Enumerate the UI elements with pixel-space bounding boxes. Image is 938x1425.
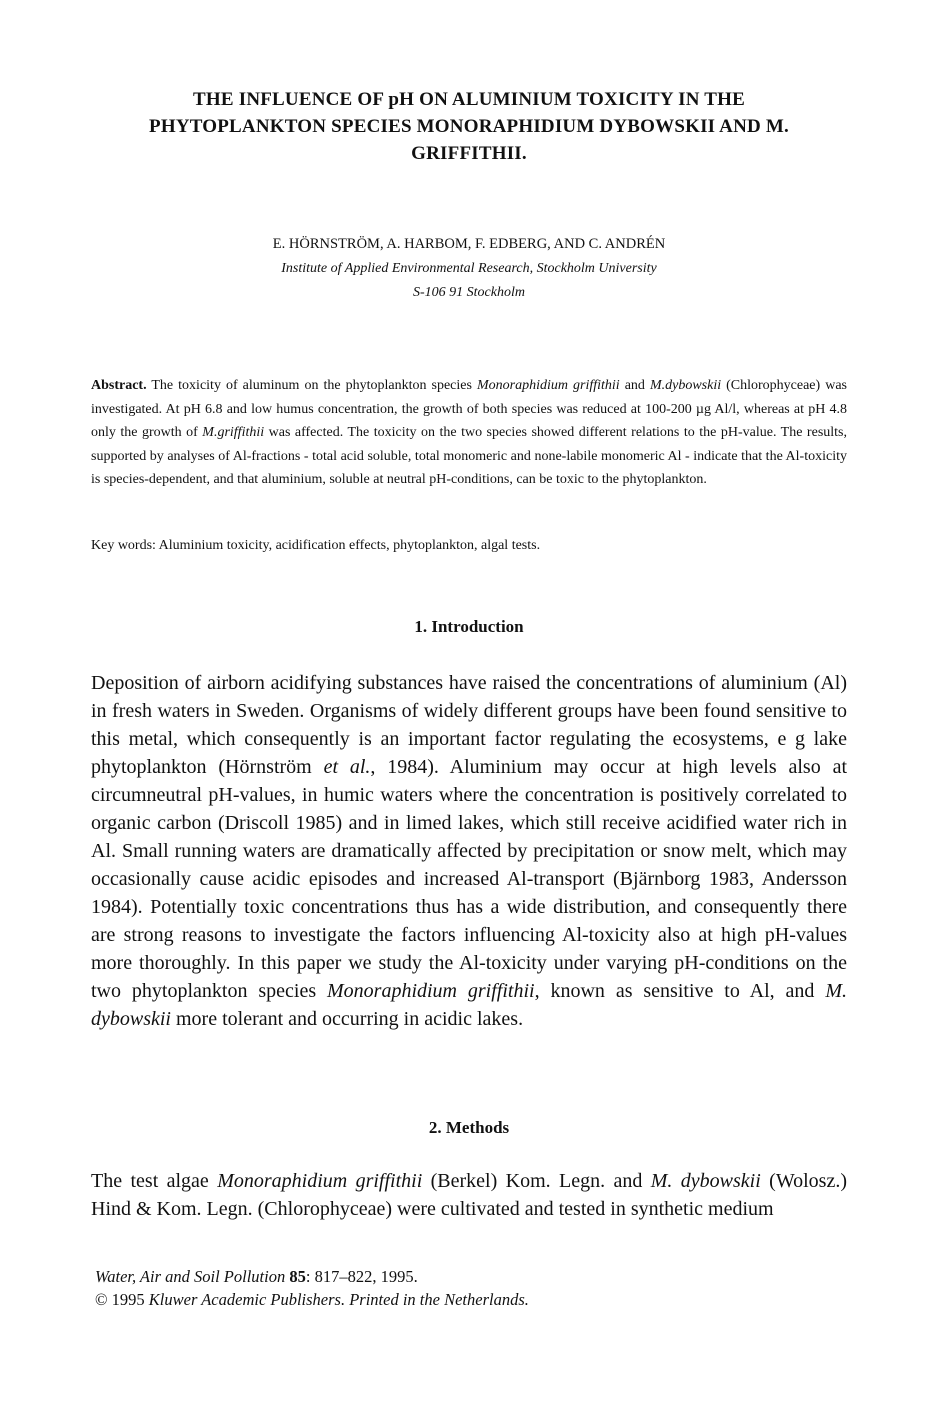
section-heading-methods: 2. Methods — [428, 1118, 510, 1137]
journal-volume: 85 — [289, 1267, 306, 1286]
title-line-2: PHYTOPLANKTON SPECIES MONORAPHIDIUM DYBOWSKII AND M. — [149, 116, 789, 137]
body-text: more tolerant and occurring in acidic lakes. — [171, 1008, 524, 1030]
abstract-text: was affected. The toxicity on the two species showed different relations to the pH-value. The results, supported by analyses of Al-fractions - total acid soluble, total monomeric and none-labile monomeric Al - indicate that the Al-toxicity is species-dependent, and that aluminium, soluble at neutral pH-conditions, can be toxic to the phytoplankton. — [91, 425, 847, 488]
title-line-3: GRIFFITHII. — [411, 143, 527, 164]
methods-paragraph — [91, 1167, 847, 1223]
affiliation-line-1: Institute of Applied Environmental Research, Stockholm University — [281, 261, 657, 276]
journal-name: Water, Air and Soil Pollution — [95, 1267, 286, 1286]
paper-title — [90, 86, 848, 167]
copyright-symbol: © 1995 — [95, 1290, 149, 1309]
abstract-text: (Chlorophyceae) was investigated. At pH 6.8 and low humus concentration, the growth of both species was reduced at 100-200 µg Al/l, whereas at pH 4.8 only the growth of — [91, 378, 847, 441]
journal-citation — [95, 1266, 795, 1288]
author-list: E. HÖRNSTRÖM, A. HARBOM, F. EDBERG, AND C. ANDRÉN — [272, 236, 666, 252]
body-text: (Berkel) Kom. Legn. and — [422, 1170, 651, 1192]
copyright-line — [95, 1289, 795, 1311]
publisher: Kluwer Academic Publishers. Printed in the Netherlands. — [148, 1290, 529, 1309]
keywords: Key words: Aluminium toxicity, acidification effects, phytoplankton, algal tests. — [91, 538, 541, 553]
abstract-text: The toxicity of aluminum on the phytoplankton species — [146, 378, 477, 393]
citation-etal: et al. — [323, 756, 371, 778]
species-name: Monoraphidium griffithii — [217, 1170, 423, 1192]
abstract — [91, 374, 847, 492]
abstract-text: and — [619, 378, 650, 393]
body-text: The test algae — [91, 1170, 218, 1192]
abstract-label: Abstract. — [91, 378, 147, 393]
species-name: M.griffithii — [202, 425, 265, 441]
section-heading-introduction: 1. Introduction — [414, 617, 524, 636]
species-name: M. dybowskii — [91, 980, 847, 1030]
affiliation-line-2: S-106 91 Stockholm — [413, 285, 525, 300]
body-text: Deposition of airborn acidifying substances have raised the concentrations of aluminium (Al) in fresh waters in Sweden. Organisms of widely different groups have been found sensitive to this metal, which consequently is an important factor regulating the ecosystems, e g lake phytoplankton (Hörnström — [91, 672, 847, 778]
journal-pages: : 817–822, 1995. — [305, 1267, 418, 1286]
body-text: , 1984). Aluminium may occur at high levels also at circumneutral pH-values, in humic waters where the concentration is positively correlated to organic carbon (Driscoll 1985) and in limed lakes, which still receive acidified water rich in Al. Small running waters are dramatically affected by precipitation or snow melt, which may occasionally cause acidic episodes and increased Al-transport (Bjärnborg 1983, Andersson 1984). Potentially toxic concentrations thus has a wide distribution, and consequently there are strong reasons to investigate the factors influencing Al-toxicity also at high pH-values more thoroughly. In this paper we study the Al-toxicity under varying pH-conditions on the two phytoplankton species — [91, 756, 847, 1002]
body-text: , known as sensitive to Al, and — [534, 980, 826, 1002]
species-name: M. dybowskii — [650, 1170, 761, 1192]
species-name: M.dybowskii — [649, 378, 722, 393]
species-name: Monoraphidium griffithii — [327, 980, 535, 1002]
introduction-paragraph — [91, 669, 847, 1033]
species-name: Monoraphidium griffithii — [476, 378, 620, 393]
title-line-1: THE INFLUENCE OF pH ON ALUMINIUM TOXICITY IN THE — [193, 89, 745, 110]
body-text: (Wolosz.) Hind & Kom. Legn. (Chlorophyceae) were cultivated and tested in synthetic medium — [91, 1170, 847, 1220]
